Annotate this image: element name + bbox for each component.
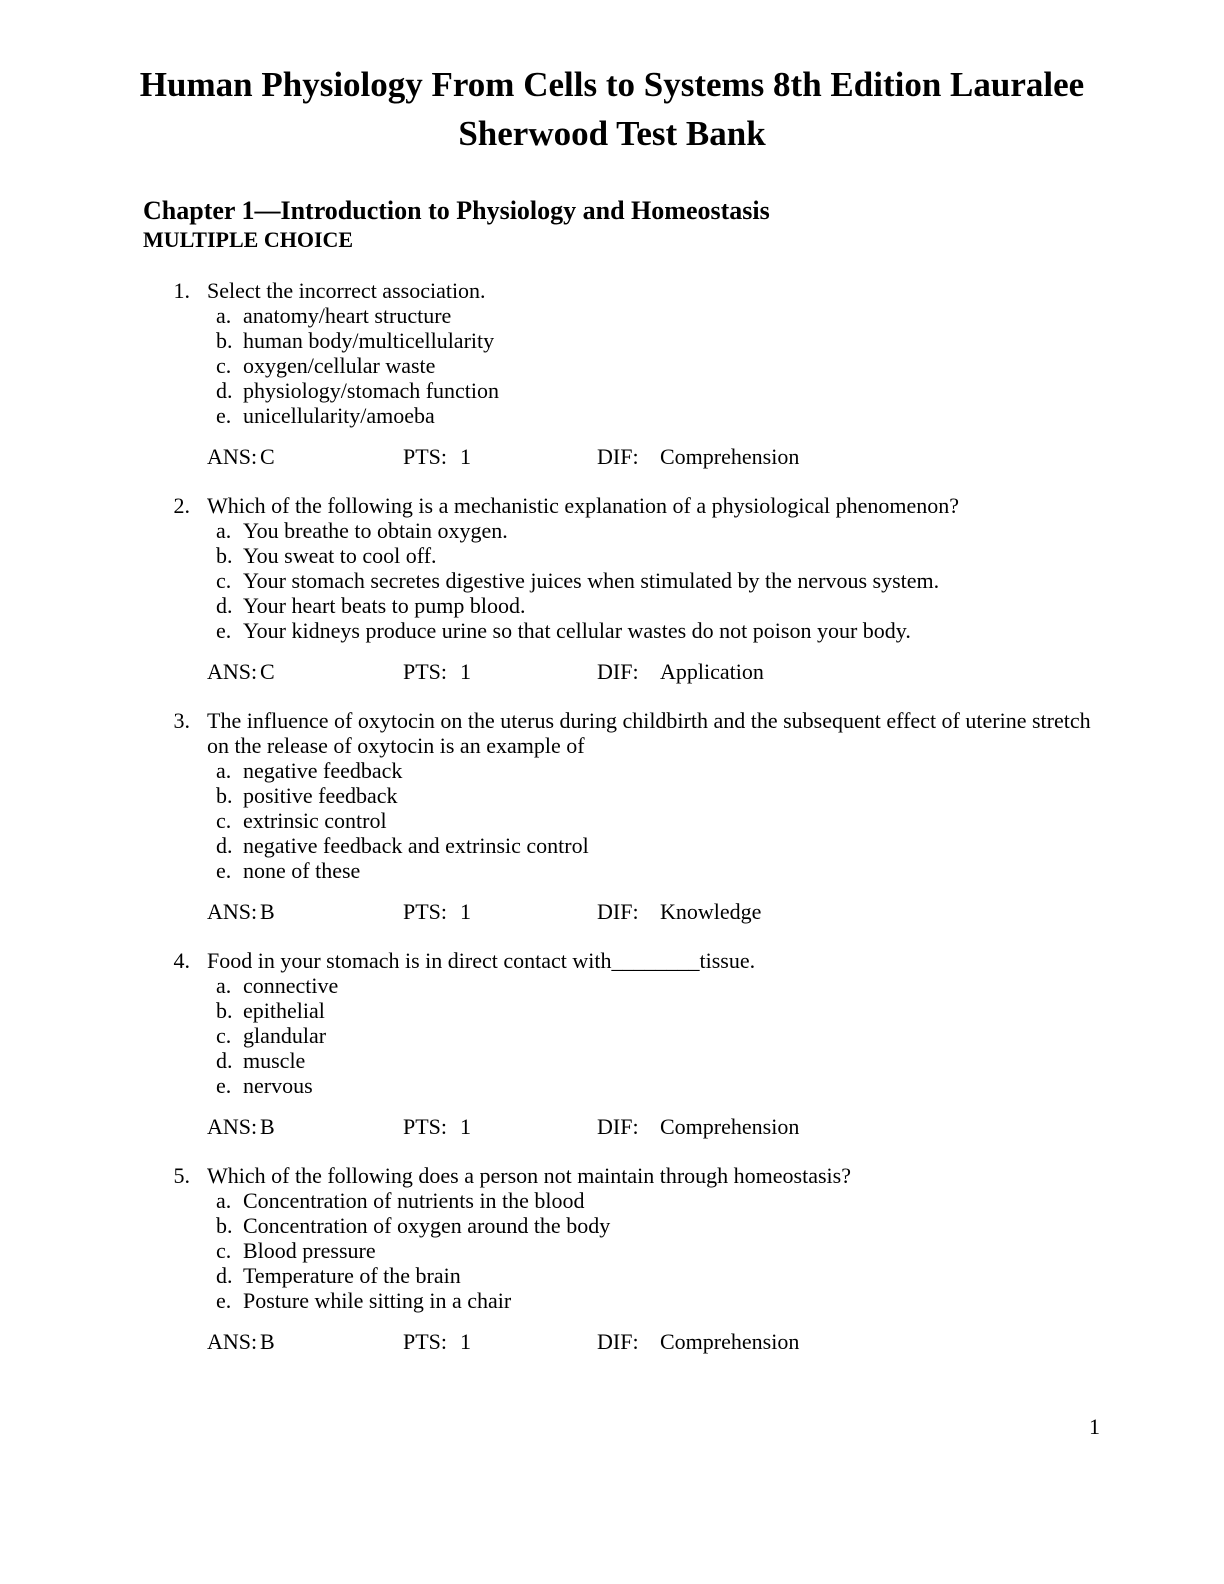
ans-label: ANS: xyxy=(207,1114,258,1139)
pts-label: PTS: xyxy=(403,1329,448,1354)
option-row xyxy=(0,858,1224,883)
option-letter: b. xyxy=(216,783,233,808)
option-row xyxy=(0,568,1224,593)
question xyxy=(0,1163,1224,1354)
dif-label: DIF: xyxy=(597,1114,639,1139)
option-row xyxy=(0,1073,1224,1098)
question xyxy=(0,278,1224,469)
dif-label: DIF: xyxy=(597,899,639,924)
option-text: glandular xyxy=(243,1023,327,1048)
question-text: The influence of oxytocin on the uterus during childbirth and the subsequent effect of uterine stretch on the release of oxytocin is an example of xyxy=(207,708,1091,758)
question-text: Select the incorrect association. xyxy=(207,278,486,303)
dif-value: Application xyxy=(660,659,764,684)
option-row xyxy=(0,783,1224,808)
option-list xyxy=(0,518,1224,643)
option-list xyxy=(0,973,1224,1098)
option-list xyxy=(0,1188,1224,1313)
answer-row xyxy=(0,659,1224,684)
option-row xyxy=(0,758,1224,783)
option-letter: e. xyxy=(216,618,232,643)
option-row xyxy=(0,618,1224,643)
option-row xyxy=(0,833,1224,858)
option-letter: d. xyxy=(216,593,233,618)
question-stem xyxy=(0,708,1224,758)
option-letter: e. xyxy=(216,403,232,428)
option-text: You breathe to obtain oxygen. xyxy=(243,518,508,543)
question-list xyxy=(0,278,1224,1354)
option-row xyxy=(0,403,1224,428)
option-letter: a. xyxy=(216,973,232,998)
option-text: negative feedback xyxy=(243,758,403,783)
option-text: muscle xyxy=(243,1048,306,1073)
dif-value: Comprehension xyxy=(660,1114,800,1139)
question-number: 1. xyxy=(173,278,190,303)
option-letter: d. xyxy=(216,1263,233,1288)
option-text: physiology/stomach function xyxy=(243,378,500,403)
option-letter: a. xyxy=(216,1188,232,1213)
question-text: Which of the following is a mechanistic explanation of a physiological phenomenon? xyxy=(207,493,960,518)
option-row xyxy=(0,1263,1224,1288)
answer-row xyxy=(0,444,1224,469)
option-text: Your kidneys produce urine so that cellular wastes do not poison your body. xyxy=(243,618,911,643)
option-text: unicellularity/amoeba xyxy=(243,403,435,428)
chapter-heading: Chapter 1—Introduction to Physiology and Homeostasis xyxy=(143,196,770,225)
option-letter: c. xyxy=(216,808,232,833)
option-list xyxy=(0,758,1224,883)
ans-value: B xyxy=(260,1329,275,1354)
option-text: anatomy/heart structure xyxy=(243,303,452,328)
option-row xyxy=(0,998,1224,1023)
pts-value: 1 xyxy=(460,444,471,469)
option-text: Posture while sitting in a chair xyxy=(243,1288,512,1313)
option-row xyxy=(0,303,1224,328)
option-letter: c. xyxy=(216,1238,232,1263)
option-row xyxy=(0,973,1224,998)
option-letter: d. xyxy=(216,378,233,403)
option-letter: a. xyxy=(216,518,232,543)
answer-row xyxy=(0,1114,1224,1139)
option-text: Blood pressure xyxy=(243,1238,376,1263)
option-letter: c. xyxy=(216,568,232,593)
option-text: negative feedback and extrinsic control xyxy=(243,833,589,858)
option-text: Your heart beats to pump blood. xyxy=(243,593,526,618)
ans-value: C xyxy=(260,659,275,684)
dif-label: DIF: xyxy=(597,659,639,684)
option-letter: e. xyxy=(216,858,232,883)
section-label: MULTIPLE CHOICE xyxy=(143,227,354,252)
ans-label: ANS: xyxy=(207,899,258,924)
option-row xyxy=(0,328,1224,353)
ans-value: B xyxy=(260,899,275,924)
pts-value: 1 xyxy=(460,899,471,924)
option-letter: b. xyxy=(216,998,233,1023)
question-number: 2. xyxy=(173,493,190,518)
question xyxy=(0,708,1224,924)
question-number: 3. xyxy=(173,708,190,733)
pts-label: PTS: xyxy=(403,1114,448,1139)
pts-label: PTS: xyxy=(403,659,448,684)
ans-value: C xyxy=(260,444,275,469)
answer-row xyxy=(0,899,1224,924)
option-text: connective xyxy=(243,973,339,998)
option-text: You sweat to cool off. xyxy=(243,543,437,568)
question-number: 4. xyxy=(173,948,190,973)
document-title: Human Physiology From Cells to Systems 8th Edition Lauralee Sherwood Test Bank xyxy=(139,65,1085,153)
question-text: Which of the following does a person not maintain through homeostasis? xyxy=(207,1163,851,1188)
question-text: Food in your stomach is in direct contact with________tissue. xyxy=(207,948,756,973)
page-number: 1 xyxy=(1089,1414,1100,1439)
option-list xyxy=(0,303,1224,428)
dif-value: Knowledge xyxy=(660,899,762,924)
option-letter: a. xyxy=(216,758,232,783)
option-letter: d. xyxy=(216,833,233,858)
option-text: human body/multicellularity xyxy=(243,328,495,353)
option-row xyxy=(0,378,1224,403)
ans-label: ANS: xyxy=(207,444,258,469)
option-letter: b. xyxy=(216,1213,233,1238)
dif-value: Comprehension xyxy=(660,1329,800,1354)
option-text: Concentration of nutrients in the blood xyxy=(243,1188,585,1213)
question xyxy=(0,948,1224,1139)
pts-label: PTS: xyxy=(403,899,448,924)
option-text: positive feedback xyxy=(243,783,398,808)
option-row xyxy=(0,593,1224,618)
option-text: nervous xyxy=(243,1073,313,1098)
pts-value: 1 xyxy=(460,1114,471,1139)
option-letter: c. xyxy=(216,1023,232,1048)
question-stem xyxy=(0,948,1224,973)
option-text: Concentration of oxygen around the body xyxy=(243,1213,611,1238)
option-row xyxy=(0,1188,1224,1213)
option-row xyxy=(0,1048,1224,1073)
ans-value: B xyxy=(260,1114,275,1139)
dif-value: Comprehension xyxy=(660,444,800,469)
pts-value: 1 xyxy=(460,1329,471,1354)
option-row xyxy=(0,543,1224,568)
dif-label: DIF: xyxy=(597,1329,639,1354)
ans-label: ANS: xyxy=(207,659,258,684)
pts-value: 1 xyxy=(460,659,471,684)
dif-label: DIF: xyxy=(597,444,639,469)
option-row xyxy=(0,1213,1224,1238)
question xyxy=(0,493,1224,684)
option-row xyxy=(0,518,1224,543)
option-letter: b. xyxy=(216,543,233,568)
option-letter: a. xyxy=(216,303,232,328)
option-text: Your stomach secretes digestive juices when stimulated by the nervous system. xyxy=(243,568,940,593)
option-text: none of these xyxy=(243,858,361,883)
option-letter: d. xyxy=(216,1048,233,1073)
option-letter: e. xyxy=(216,1073,232,1098)
option-text: oxygen/cellular waste xyxy=(243,353,436,378)
option-row xyxy=(0,808,1224,833)
question-stem xyxy=(0,493,1224,518)
question-number: 5. xyxy=(173,1163,190,1188)
option-row xyxy=(0,1023,1224,1048)
option-text: epithelial xyxy=(243,998,325,1023)
option-letter: c. xyxy=(216,353,232,378)
ans-label: ANS: xyxy=(207,1329,258,1354)
pts-label: PTS: xyxy=(403,444,448,469)
option-text: Temperature of the brain xyxy=(243,1263,461,1288)
option-row xyxy=(0,353,1224,378)
option-text: extrinsic control xyxy=(243,808,387,833)
question-stem xyxy=(0,1163,1224,1188)
option-letter: e. xyxy=(216,1288,232,1313)
option-row xyxy=(0,1288,1224,1313)
option-row xyxy=(0,1238,1224,1263)
question-stem xyxy=(0,278,1224,303)
option-letter: b. xyxy=(216,328,233,353)
answer-row xyxy=(0,1329,1224,1354)
